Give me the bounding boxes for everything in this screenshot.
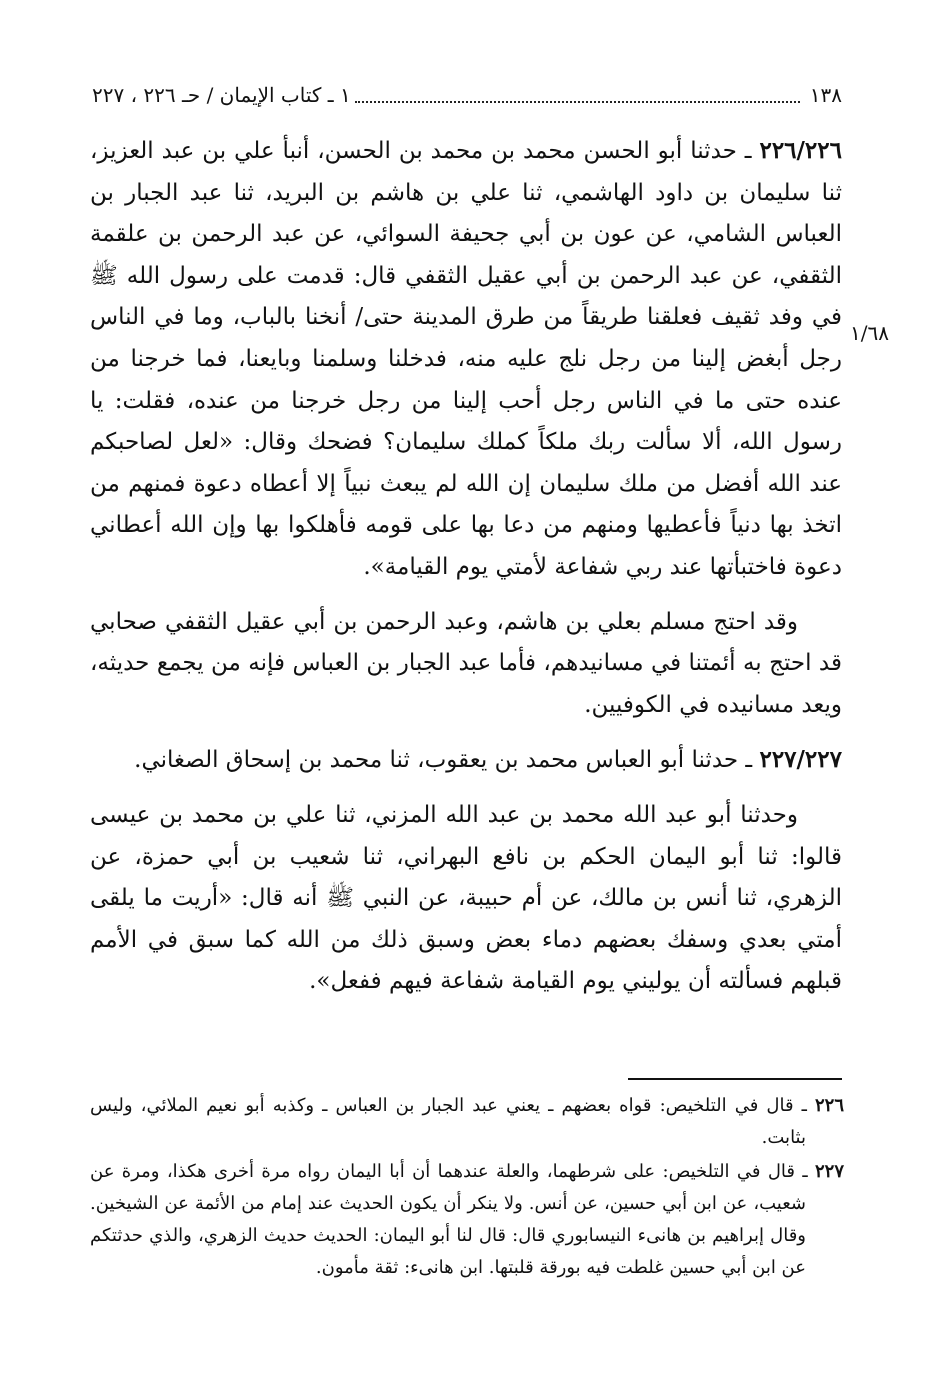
- footnote-text: ـ قال في التلخيص: على شرطهما، والعلة عندهما أن أبا اليمان رواه مرة أخرى هكذا، ومرة عن شعيب، عن ابن أبي حسين، عن أنس. ولا ينكر أن يكون الحديث عند إمام من الأئمة عن الشيخين. وقال إبراهيم بن هانىء النيسابوري قال: قال لنا أبو اليمان: الحديث حديث الزهري، والذي حدثتكم عن ابن أبي حسين غلطت فيه بورقة قلبتها. ابن هانىء: ثقة مأمون.: [90, 1161, 815, 1278]
- page-number: ١٣٨: [809, 83, 842, 107]
- chain-paragraph: [90, 795, 842, 1003]
- hadith-text: ـ حدثنا أبو العباس محمد بن يعقوب، ثنا محمد بن إسحاق الصغاني.: [134, 747, 760, 774]
- hadith-text: ـ حدثنا أبو الحسن محمد بن محمد بن الحسن، أنبأ علي بن عبد العزيز، ثنا سليمان بن داود الهاشمي، ثنا علي بن هاشم بن البريد، ثنا عبد الجبار بن العباس الشامي، عن عون بن أبي جحيفة السوائي، عن عبد الرحمن بن علقمة الثقفي، عن عبد الرحمن بن أبي عقيل الثقفي قال: قدمت على رسول الله ﷺ في وفد ثقيف فعلقنا طريقاً من طرق المدينة حتى/ أنخنا بالباب، وما في الناس رجل أبغض إلينا من رجل نلج عليه منه، فدخلنا وسلمنا وبايعنا، فما خرجنا من عنده حتى ما في الناس رجل أحب إلينا من رجل خرجنا من عنده، فقلت: يا رسول الله، ألا سألت ربك ملكاً كملك سليمان؟ فضحك وقال: «لعل لصاحبكم عند الله أفضل من ملك سليمان إن الله لم يبعث نبياً إلا أعطاه دعوة فمنهم من اتخذ بها دنياً فأعطيها ومنهم من دعا بها على قومه فأهلكوا بها وإن الله أعطاني دعوة فاختبأتها عند ربي شفاعة لأمتي يوم القيامة».: [90, 138, 842, 580]
- hadith-number: ٢٢٧/٢٢٧: [759, 746, 842, 774]
- running-header: [92, 76, 842, 110]
- footnote-text: ـ قال في التلخيص: قواه بعضهم ـ يعني عبد الجبار بن العباس ـ وكذبه أبو نعيم الملائي، وليس بثابت.: [90, 1095, 815, 1148]
- running-title: ١ ـ كتاب الإيمان / حـ ٢٢٦ ، ٢٢٧: [92, 83, 351, 107]
- commentary-paragraph: [90, 602, 842, 727]
- footnotes: [90, 1090, 844, 1286]
- chain-text: وحدثنا أبو عبد الله محمد بن عبد الله المزني، ثنا علي بن محمد بن عيسى قالوا: ثنا أبو اليمان الحكم بن نافع البهراني، ثنا شعيب بن أبي حمزة، عن الزهري، ثنا أنس بن مالك، عن أم حبيبة، عن النبي ﷺ أنه قال: «أريت ما يلقى أمتي بعدي وسفك بعضهم دماء بعض وسبق ذلك من الله كما سبق في الأمم قبلهم فسألته أن يوليني يوم القيامة شفاعة فيهم ففعل».: [90, 801, 842, 995]
- footnote-226: [90, 1090, 844, 1154]
- commentary-text: وقد احتج مسلم بعلي بن هاشم، وعبد الرحمن بن أبي عقيل الثقفي صحابي قد احتج به أئمتنا في مسانيدهم، فأما عبد الجبار بن العباس فإنه من يجمع حديثه، ويعد مسانيده في الكوفيين.: [90, 608, 842, 718]
- footnote-227: [90, 1156, 844, 1284]
- hadith-number: ٢٢٦/٢٢٦: [759, 137, 842, 164]
- hadith-226-paragraph: [90, 130, 842, 589]
- footnote-number: ٢٢٦: [814, 1095, 844, 1116]
- main-text: [90, 130, 842, 1016]
- margin-note: ١/٦٨: [850, 321, 889, 345]
- footnote-number: ٢٢٧: [814, 1161, 844, 1182]
- footnote-separator: [628, 1078, 842, 1080]
- header-dotted-leader: [355, 101, 800, 103]
- hadith-227-paragraph: [90, 739, 842, 782]
